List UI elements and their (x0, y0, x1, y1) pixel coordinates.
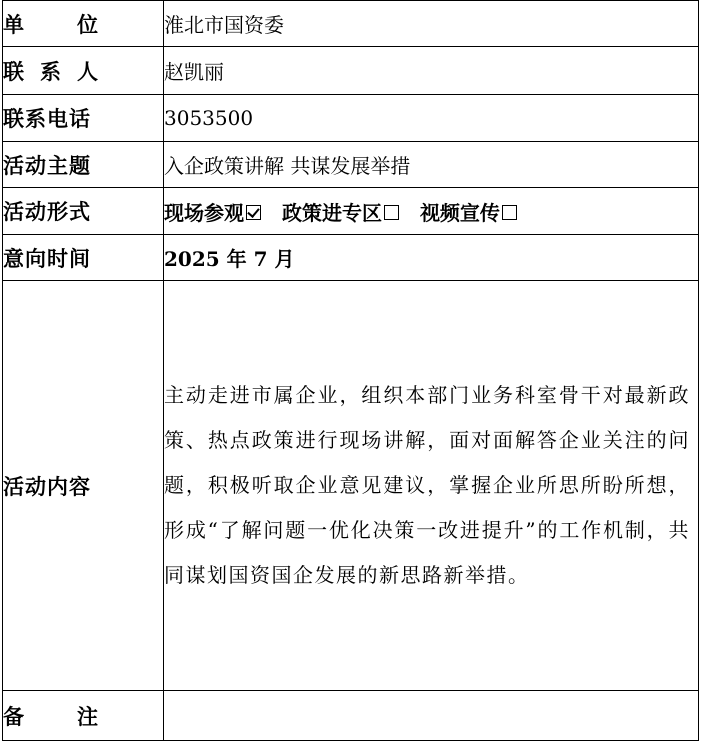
row-content (3, 281, 699, 691)
empty-box-icon (384, 205, 399, 220)
activity-form (2, 0, 699, 742)
label-char: 人 (77, 59, 99, 84)
checked-box-icon (246, 205, 261, 220)
label-form: 活动形式 (3, 188, 164, 235)
label-char: 联 (3, 59, 25, 84)
label-remarks (3, 691, 164, 741)
row-unit (3, 1, 699, 47)
label-char: 单 (3, 12, 25, 37)
label-theme: 活动主题 (3, 142, 164, 188)
option-policy-zone (282, 197, 399, 226)
label-content: 活动内容 (3, 281, 164, 691)
value-content (164, 281, 699, 691)
label-remarks-spread (3, 701, 99, 731)
value-theme: 入企政策讲解 共谋发展举措 (164, 142, 699, 188)
option-video-promo (420, 197, 517, 226)
activity-info-table (2, 0, 699, 741)
label-contact (3, 47, 164, 95)
value-form (164, 188, 699, 235)
value-contact: 赵凯丽 (164, 47, 699, 95)
empty-box-icon (502, 205, 517, 220)
label-char: 注 (77, 704, 99, 729)
option-onsite-visit-label: 现场参观 (164, 200, 244, 225)
label-unit-spread (3, 9, 99, 39)
option-video-promo-label: 视频宣传 (419, 200, 500, 225)
row-contact (3, 47, 699, 95)
row-time (3, 235, 699, 281)
row-phone (3, 95, 699, 142)
value-time: 2025 年 7 月 (164, 235, 699, 281)
value-phone: 3053500 (164, 95, 699, 142)
value-unit: 淮北市国资委 (164, 1, 699, 47)
label-time: 意向时间 (3, 235, 164, 281)
value-remarks (164, 691, 699, 741)
row-form (3, 188, 699, 235)
label-unit (3, 1, 164, 47)
content-paragraph: 主动走进市属企业，组织本部门业务科室骨干对最新政策、热点政策进行现场讲解，面对面解答企业关注的问题，积极听取企业意见建议，掌握企业所思所盼所想，形成“了解问题一优化决策一改进提升”的工作机制，共同谋划国资国企发展的新思路新举措。 (164, 383, 690, 587)
row-remarks (3, 691, 699, 741)
row-theme (3, 142, 699, 188)
label-char: 系 (40, 59, 62, 84)
label-char: 备 (3, 704, 25, 729)
label-char: 位 (77, 12, 99, 37)
option-policy-zone-label: 政策进专区 (281, 200, 382, 225)
label-phone: 联系电话 (3, 95, 164, 142)
option-onsite-visit (164, 197, 261, 226)
label-contact-spread (3, 56, 99, 86)
